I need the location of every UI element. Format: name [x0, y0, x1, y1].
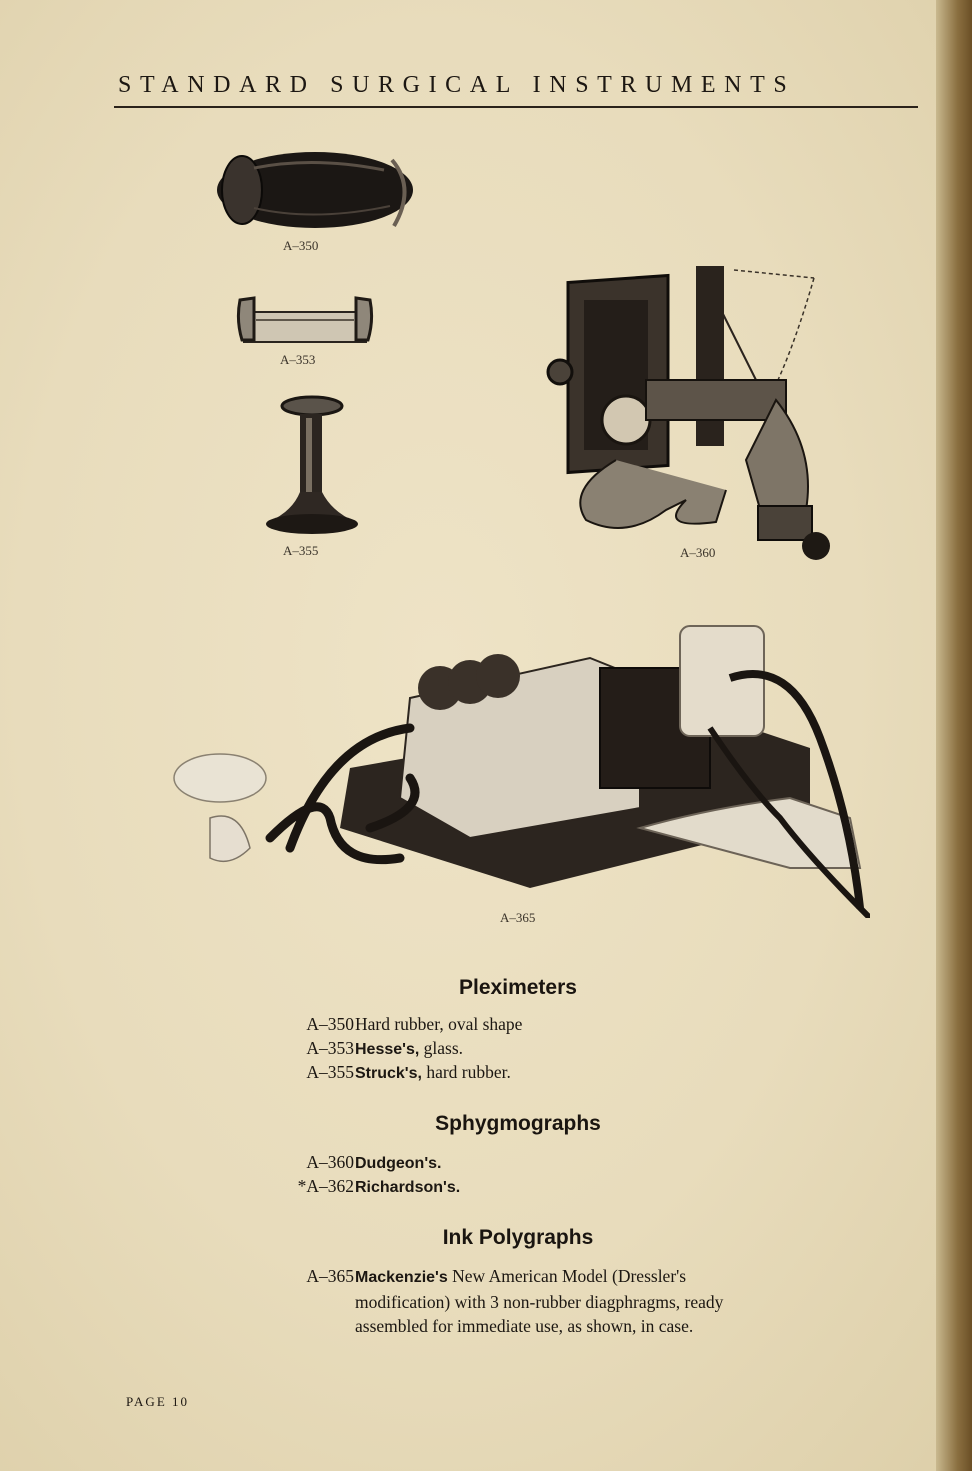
entry-text: New American Model (Dressler's modification) with 3 non-rubber diagphragms, ready assembled for immediate use, as shown, in case. — [355, 1266, 724, 1336]
entry-a362 — [270, 1174, 461, 1198]
entry-a365 — [270, 1264, 724, 1336]
entry-maker: Richardson's. — [355, 1179, 461, 1196]
entry-text: Hard rubber, oval shape — [355, 1014, 523, 1034]
page-number: PAGE 10 — [126, 1394, 190, 1409]
entry-description — [355, 1060, 511, 1086]
section-title-pleximeters: Pleximeters — [459, 976, 577, 999]
figure-label-a350: A–350 — [283, 238, 319, 253]
entry-maker: Struck's, — [355, 1065, 422, 1082]
entry-description — [355, 1036, 463, 1062]
pleximeter-a355-illustration — [262, 394, 358, 536]
entry-number: *A–362 — [297, 1176, 354, 1196]
header-rule — [114, 106, 918, 108]
figure-label-a360: A–360 — [680, 545, 716, 560]
entry-text: glass. — [419, 1038, 464, 1058]
entry-maker: Mackenzie's — [355, 1269, 448, 1286]
pleximeter-a350-illustration — [214, 148, 416, 234]
entry-description — [355, 1012, 522, 1038]
entry-maker: Dudgeon's. — [355, 1155, 442, 1172]
entry-number: A–360 — [306, 1152, 354, 1172]
ink-polygraph-a365-illustration — [170, 618, 870, 918]
entry-number: A–350 — [306, 1014, 354, 1034]
entry-description — [355, 1150, 441, 1176]
figure-label-a353: A–353 — [280, 352, 316, 367]
entry-a353 — [270, 1036, 464, 1060]
entry-number: A–353 — [306, 1038, 354, 1058]
entry-maker: Hesse's, — [355, 1041, 420, 1058]
entry-a360 — [270, 1150, 442, 1174]
entry-description — [355, 1264, 775, 1338]
entry-description — [355, 1174, 460, 1200]
entry-text: hard rubber. — [421, 1062, 511, 1082]
entry-a350 — [270, 1012, 523, 1036]
figure-label-a365: A–365 — [500, 910, 536, 925]
entry-a355 — [270, 1060, 511, 1084]
pleximeter-a353-illustration — [236, 290, 374, 348]
entry-number: A–355 — [306, 1062, 354, 1082]
book-spine-shadow — [936, 0, 972, 1471]
section-title-sphygmographs: Sphygmographs — [435, 1112, 601, 1135]
figure-label-a355: A–355 — [283, 543, 319, 558]
running-head: STANDARD SURGICAL INSTRUMENTS — [118, 72, 796, 98]
entry-number: A–365 — [306, 1266, 354, 1286]
section-title-ink-polygraphs: Ink Polygraphs — [442, 1226, 594, 1249]
sphygmograph-a360-illustration — [546, 260, 836, 570]
